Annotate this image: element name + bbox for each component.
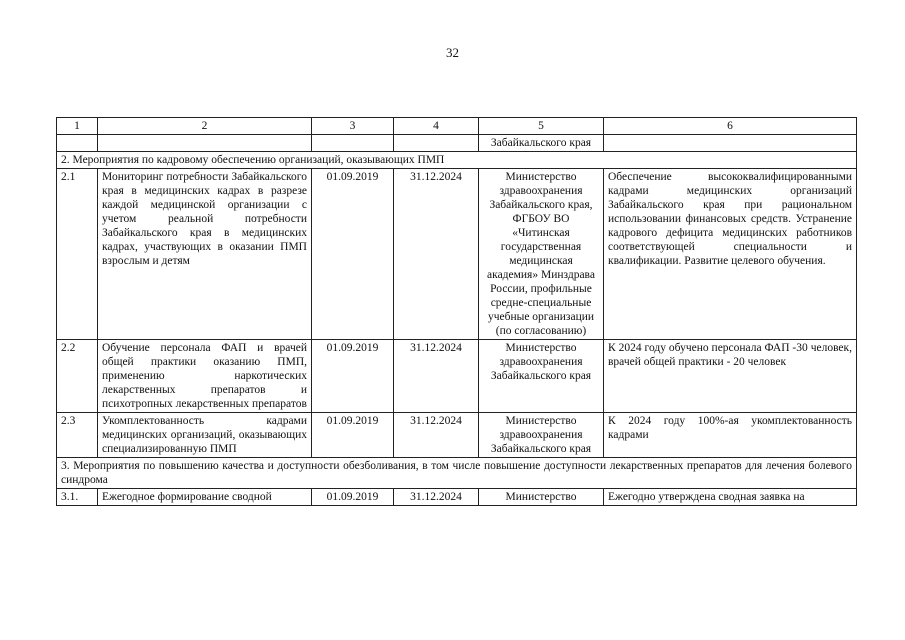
section-title: 2. Мероприятия по кадровому обеспечению организаций, оказывающих ПМП: [57, 152, 857, 169]
section-title: 3. Мероприятия по повышению качества и доступности обезболивания, в том числе повышение доступности лекарственных препаратов для лечения болевого синдрома: [57, 458, 857, 489]
executor-cell: Министерство здравоохранения Забайкальского края: [479, 340, 604, 413]
column-number: 1: [57, 118, 98, 135]
start-date: 01.09.2019: [312, 340, 394, 413]
start-date: 01.09.2019: [312, 489, 394, 506]
start-date: 01.09.2019: [312, 413, 394, 458]
section-row: [57, 458, 857, 489]
executor-cell: Министерство здравоохранения Забайкальского края, ФГБОУ ВО «Читинская государственная медицинская академия» Минздрава России, профильные средне-специальные учебные организации (по согласованию): [479, 169, 604, 340]
section-row: [57, 152, 857, 169]
row-number: 2.1: [57, 169, 98, 340]
table-cell: [604, 135, 857, 152]
table-cell: [394, 135, 479, 152]
column-number-row: [57, 118, 857, 135]
start-date: 01.09.2019: [312, 169, 394, 340]
continuation-row: [57, 135, 857, 152]
row-number: 2.2: [57, 340, 98, 413]
table-cell: [57, 135, 98, 152]
column-number: 6: [604, 118, 857, 135]
measure-name: Мониторинг потребности Забайкальского края в медицинских кадрах в разрезе каждой медицинской организации с учетом реальной потребности Забайкальского края в медицинских кадрах, участвующих в оказании ПМП взрослым и детям: [98, 169, 312, 340]
column-number: 3: [312, 118, 394, 135]
result-cell: К 2024 году 100%-ая укомплектованность кадрами: [604, 413, 857, 458]
end-date: 31.12.2024: [394, 489, 479, 506]
measure-name: Ежегодное формирование сводной: [98, 489, 312, 506]
table-row: [57, 169, 857, 340]
table-cell: [98, 135, 312, 152]
result-cell: К 2024 году обучено персонала ФАП -30 человек, врачей общей практики - 20 человек: [604, 340, 857, 413]
column-number: 5: [479, 118, 604, 135]
measure-name: Обучение персонала ФАП и врачей общей практики оказанию ПМП, применению наркотических лекарственных препаратов и психотропных лекарственных препаратов: [98, 340, 312, 413]
table-row: [57, 489, 857, 506]
row-number: 3.1.: [57, 489, 98, 506]
column-number: 2: [98, 118, 312, 135]
measures-table: [56, 117, 857, 506]
result-cell: Обеспечение высококвалифицированными кадрами медицинских организаций Забайкальского края при рациональном использовании финансовых средств. Устранение кадрового дефицита медицинских работников соответствующей специальности и квалификации. Развитие целевого обучения.: [604, 169, 857, 340]
end-date: 31.12.2024: [394, 169, 479, 340]
executor-cell: Министерство здравоохранения Забайкальского края: [479, 413, 604, 458]
result-cell: Ежегодно утверждена сводная заявка на: [604, 489, 857, 506]
table-row: [57, 413, 857, 458]
table-row: [57, 340, 857, 413]
executor-cell: Забайкальского края: [479, 135, 604, 152]
end-date: 31.12.2024: [394, 413, 479, 458]
executor-cell: Министерство: [479, 489, 604, 506]
table-cell: [312, 135, 394, 152]
row-number: 2.3: [57, 413, 98, 458]
column-number: 4: [394, 118, 479, 135]
page-number: 32: [446, 45, 459, 60]
measure-name: Укомплектованность кадрами медицинских организаций, оказывающих специализированную ПМП: [98, 413, 312, 458]
end-date: 31.12.2024: [394, 340, 479, 413]
